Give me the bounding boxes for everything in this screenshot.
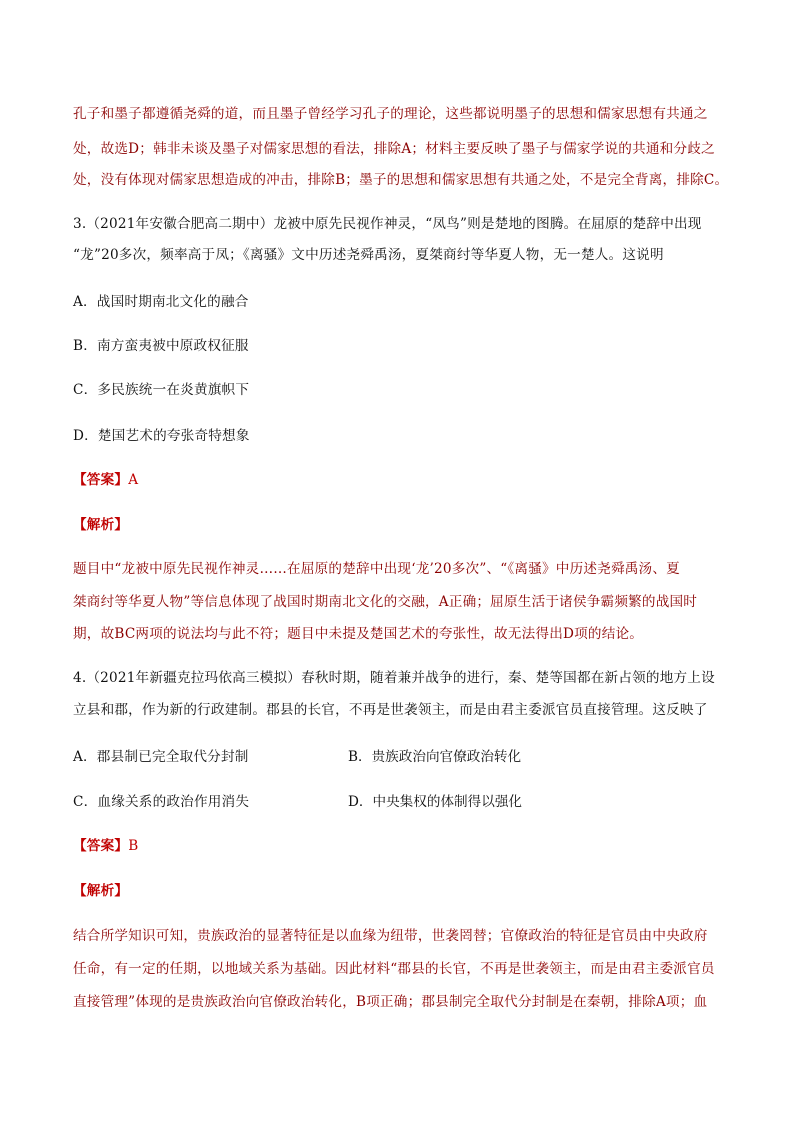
q4-answer-label: 【答案】 [73,838,129,854]
q3-option-d: D．楚国艺术的夸张奇特想象 [73,428,250,444]
q4-stem-line-1: 4.（2021年新疆克拉玛依高三模拟）春秋时期，随着兼并战争的进行，秦、楚等国都在新占领的地方上设 [73,670,715,686]
q3-stem-line-1: 3.（2021年安徽合肥高二期中）龙被中原先民视作神灵，“凤鸟”则是楚地的图腾。在屈原的楚辞中出现 [73,216,702,232]
q4-analysis-line-2: 任命，有一定的任期，以地域关系为基础。因此材料“郡县的长官，不再是世袭领主，而是由君主委派官员 [73,961,715,977]
prev-analysis-line-3: 处，没有体现对儒家思想造成的冲击，排除B；墨子的思想和儒家思想有共通之处，不是完全背离，排除C。 [73,172,729,188]
prev-analysis-line-1: 孔子和墨子都遵循尧舜的道，而且墨子曾经学习孔子的理论，这些都说明墨子的思想和儒家思想有共通之 [73,106,708,122]
q4-analysis-heading [73,879,128,899]
q3-answer-value: A [128,472,139,488]
q4-option-a: A．郡县制已完全取代分封制 [73,749,249,765]
q3-answer [73,468,138,488]
q3-option-b: B．南方蛮夷被中原政权征服 [73,338,249,354]
q4-analysis-line-3: 直接管理”体现的是贵族政治向官僚政治转化，B项正确；郡县制完全取代分封制是在秦朝，排除A项；血 [73,994,708,1010]
q3-analysis-line-3: 期，故BC两项的说法均与此不符；题目中未提及楚国艺术的夸张性，故无法得出D项的结论。 [73,626,644,642]
q4-option-b: B．贵族政治向官僚政治转化 [348,749,522,765]
q4-answer [73,834,138,854]
q3-option-a: A．战国时期南北文化的融合 [73,294,249,310]
q3-option-c: C．多民族统一在炎黄旗帜下 [73,382,250,398]
prev-analysis-line-2: 处，故选D；韩非未谈及墨子对儒家思想的看法，排除A；材料主要反映了墨子与儒家学说的共通和分歧之 [73,141,715,157]
q3-analysis-line-2: 桀商纣等华夏人物”等信息体现了战国时期南北文化的交融，A正确；屈原生活于诸侯争霸频繁的战国时 [73,594,698,610]
q4-stem-line-2: 立县和郡，作为新的行政建制。郡县的长官，不再是世袭领主，而是由君主委派官员直接管理。这反映了 [73,702,708,718]
q3-analysis-heading [73,513,128,533]
q4-answer-value: B [128,838,139,854]
q3-answer-label: 【答案】 [73,472,129,488]
q4-option-c: C．血缘关系的政治作用消失 [73,794,250,810]
q4-analysis-label: 【解析】 [73,883,129,899]
q3-analysis-label: 【解析】 [73,517,129,533]
q4-option-d: D．中央集权的体制得以强化 [348,794,523,810]
q4-analysis-line-1: 结合所学知识可知，贵族政治的显著特征是以血缘为纽带，世袭罔替；官僚政治的特征是官员由中央政府 [73,928,708,944]
q3-stem-line-2: “龙”20多次，频率高于凤；《离骚》文中历述尧舜禹汤，夏桀商纣等华夏人物，无一楚人。这说明 [73,247,664,263]
q3-analysis-line-1: 题目中“龙被中原先民视作神灵……在屈原的楚辞中出现‘龙’20多次”、“《离骚》中历述尧舜禹汤、夏 [73,561,680,577]
